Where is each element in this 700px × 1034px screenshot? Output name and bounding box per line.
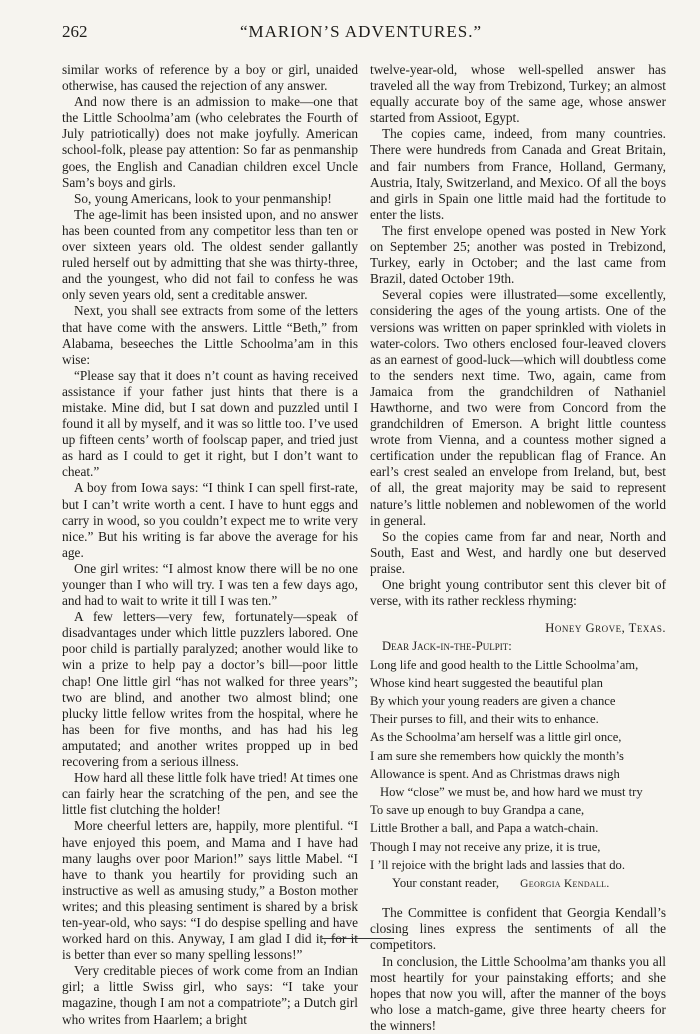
paragraph: One girl writes: “I almost know there will be no one younger than I who will try. I was ten a few days ago, and had to wait to write it till I was ten.” [62, 560, 358, 609]
paragraph: Several copies were illustrated—some excellently, considering the ages of the young artists. One of the versions was written on paper sprinkled with violets in water-colors. Two others enclosed four-leaved clovers as an earnest of good-luck—which will doubtless come to the senders next time. Two, again, came from Jamaica from the grandchildren of Nathaniel Hawthorne, and two were from Concord from the grandchildren of Emerson. A bright little countess wrote from Vienna, and a countess mother signed a certification under the republican flag of France. An earl’s crest sealed an envelope from Ireland, but, best of all, the great majority may be said to represent nature’s little noblemen and noblewomen of the world in general. [370, 287, 666, 528]
poem-line: As the Schoolma’am herself was a little girl once, [370, 730, 622, 745]
paragraph: Next, you shall see extracts from some of the letters that have come with the answers. Little “Beth,” from Alabama, beseeches the Little Schoolma’am in this wise: [62, 303, 358, 367]
paragraph: similar works of reference by a boy or girl, unaided otherwise, has caused the rejection of any answer. [62, 62, 358, 94]
page-number: 262 [62, 22, 88, 41]
poem-line: To save up enough to buy Grandpa a cane, [370, 803, 585, 818]
poem-signoff [370, 874, 666, 893]
poem-line: By which your young readers are given a chance [370, 694, 616, 708]
quoted-letter: “Please say that it does n’t count as having received assistance if your father just hints that there is a mistake. Mine did, but I sat down and puzzled until I found it all by myself, and it was so little too. I’ve used up fifteen cents’ worth of foolscap paper, and tried just as hard as I could to get it right, but I don’t want to cheat.” [62, 367, 358, 480]
left-column [62, 62, 358, 1028]
poem-signature: Georgia Kendall. [520, 878, 610, 891]
paragraph: The Committee is confident that Georgia Kendall’s closing lines express the sentiments of all the competitors. [370, 905, 666, 953]
paragraph: The copies came, indeed, from many countries. There were hundreds from Canada and Great Britain, and fair numbers from France, Holland, Germany, Austria, Italy, Switzerland, and Mexico. Of all the boys and girls in Spain one little maid had the fortitude to enter the lists. [370, 126, 666, 222]
running-title: “MARION’S ADVENTURES.” [239, 22, 483, 41]
right-column [370, 62, 666, 1034]
poem-line: Their purses to fill, and their wits to enhance. [370, 712, 599, 727]
poem [370, 619, 666, 893]
paragraph: And now there is an admission to make—one that the Little Schoolma’am (who celebrates the Fourth of July patriotically) does not make joyfully. American school-folk, please pay attention: So far as penmanship goes, the English and Canadian children excel Uncle Sam’s boys and girls. [62, 94, 358, 190]
paragraph: The first envelope opened was posted in New York on September 25; another was posted in Trebizond, Turkey, early in October; and the last came from Brazil, dated October 19th. [370, 222, 666, 287]
paragraph: So, young Americans, look to your penmanship! [74, 190, 332, 206]
poem-line: Allowance is spent. And as Christmas draws nigh [370, 766, 620, 781]
paragraph: A few letters—very few, fortunately—speak of disadvantages under which little puzzlers labored. One poor child is partially paralyzed; another would like to win a prize to help pay a doctor’s bill—poor little chap! One little girl “has not walked for three years”; two are blind, and another two almost blind; one plucky little fellow writes from the hospital, where he has been for five months, and has had his leg amputated; and another writes propped up in bed recovering from a serious illness. [62, 609, 358, 770]
paragraph: A boy from Iowa says: “I think I can spell first-rate, but I can’t write worth a cent. I have to hunt eggs and carry in wood, so you couldn’t expect me to write very nice.” But his writing is far above the average for his age. [62, 480, 358, 560]
poem-line: I ’ll rejoice with the bright lads and lassies that do. [370, 857, 625, 872]
paragraph: How hard all these little folk have tried! At times one can fairly hear the scratching of the pen, and see the little fist clutching the holder! [62, 770, 358, 818]
paragraph: The age-limit has been insisted upon, and no answer has been counted from any competitor less than ten or over sixteen years old. The oldest sender gallantly ruled herself out by admitting that she was thirty-three, and the youngest, who did not fail to confess he was only seven years old, sent a creditable answer. [62, 206, 358, 303]
paragraph: Very creditable pieces of work come from an Indian girl; a little Swiss girl, who says: “I take your magazine, though I am not a compatriote”; a Dutch girl who writes from Haarlem; a bright [62, 963, 358, 1027]
poem-line: Long life and good health to the Little Schoolma’am, [370, 657, 639, 672]
paragraph: More cheerful letters are, happily, more plentiful. “I have enjoyed this poem, and Mama and I have had many laughs over poor Marion!” says little Mabel. “I have to thank you heartily for providing such an instructive as well as amusing study,” a Boston mother writes; and this pleasing sentiment is shared by a brisk ten-year-old, who says: “I do despise spelling and have worked hard on this. Anyway, I am glad I did it, for it is better than ever so many spelling lessons!” [62, 818, 358, 963]
paragraph: twelve-year-old, whose well-spelled answer has traveled all the way from Trebizond, Turkey; an almost equally accurate boy of the same age, whose answer started from Assioot, Egypt. [370, 62, 666, 126]
poem-line: Though I may not receive any prize, it is true, [370, 839, 601, 854]
paragraph: One bright young contributor sent this clever bit of verse, with its rather reckless rhyming: [370, 577, 666, 609]
poem-closing: Your constant reader, [392, 876, 499, 891]
paragraph: In conclusion, the Little Schoolma’am thanks you all most heartily for your painstaking efforts; and she hopes that now you will, after the manner of the boys who lose a match-game, give three hearty cheers for the winners! [370, 953, 666, 1033]
poem-place: Honey Grove, Texas. [545, 621, 666, 636]
paragraph: So the copies came from far and near, North and South, East and West, and hardly one but deserved praise. [370, 528, 666, 576]
poem-line: Little Brother a ball, and Papa a watch-chain. [370, 821, 599, 836]
poem-line: How “close” we must be, and how hard we must try [380, 785, 643, 800]
poem-line: I am sure she remembers how quickly the month’s [370, 748, 624, 763]
page-header [62, 22, 660, 52]
poem-salutation: Dear Jack-in-the-Pulpit: [382, 639, 512, 654]
poem-line: Whose kind heart suggested the beautiful plan [370, 675, 603, 690]
end-rule [322, 938, 394, 939]
